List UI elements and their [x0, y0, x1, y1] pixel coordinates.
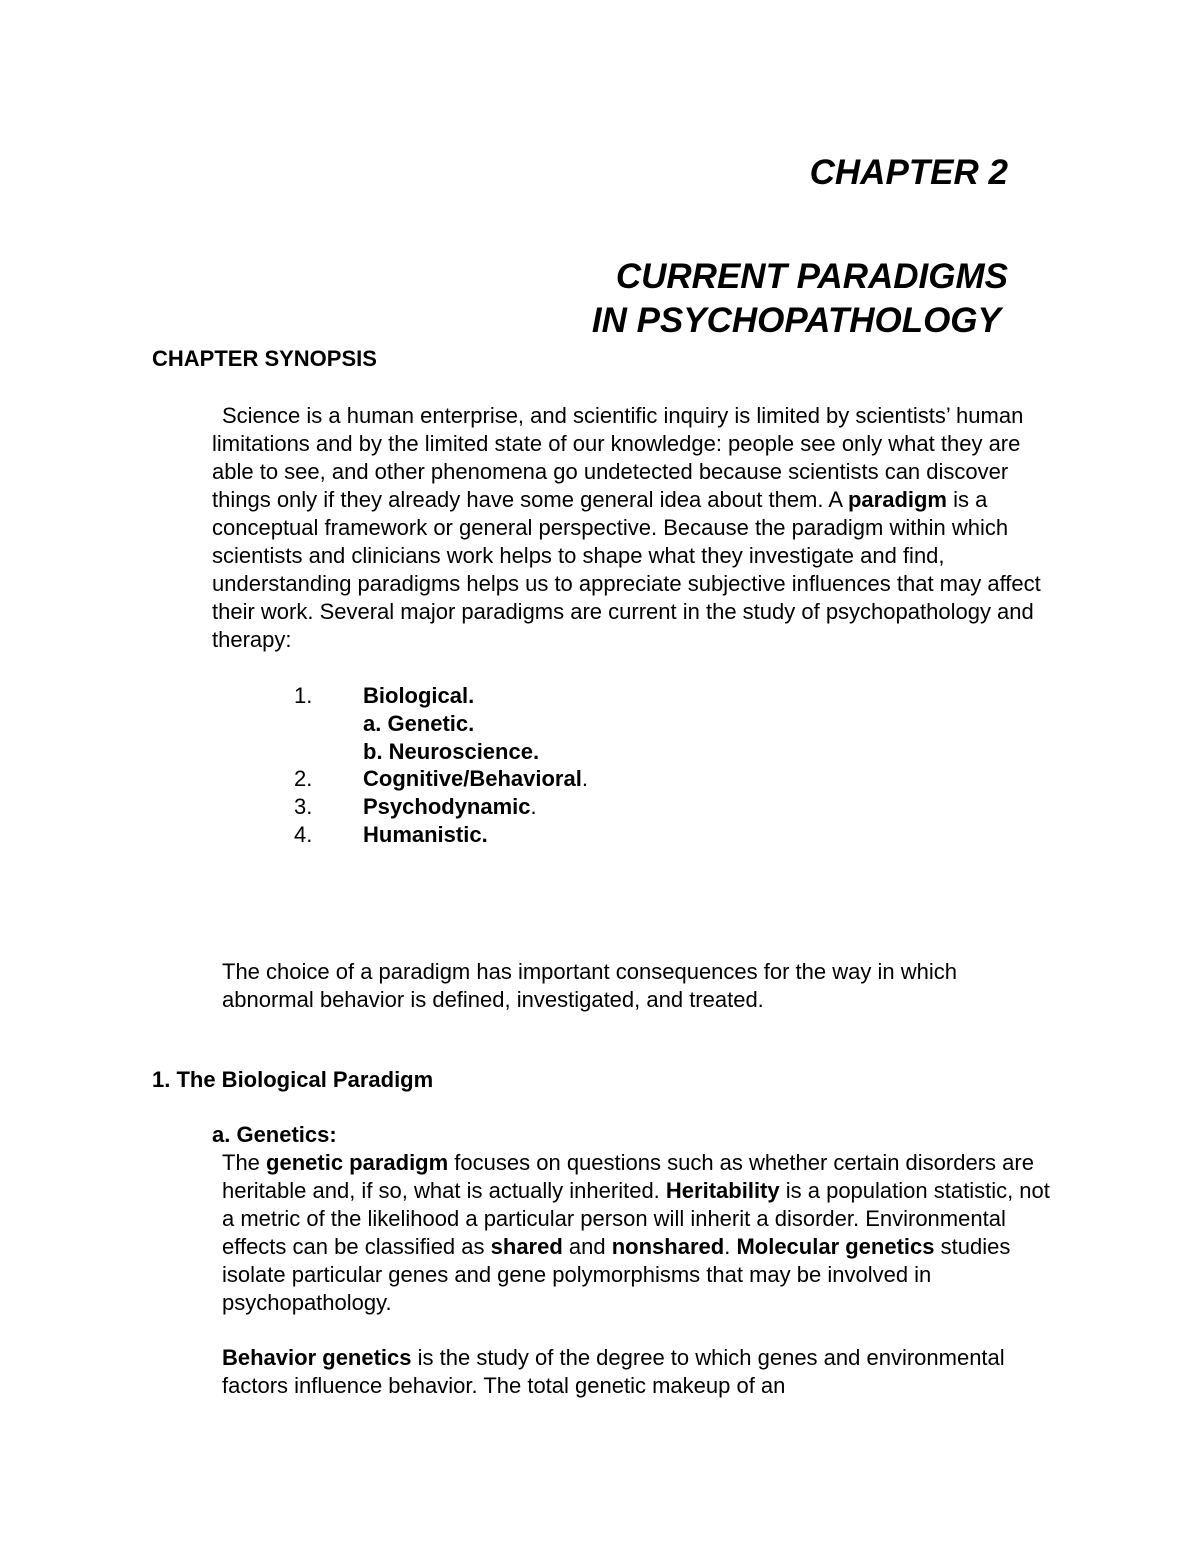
- synopsis-text-1: Science is a human enterprise, and scientific inquiry is limited by scientists’ human limitations and by the limited state of our knowledge: people see only what they are able to see, and other phenomena go undetected because scientists can discover things only if they already have some general idea about them. A: [212, 403, 1024, 512]
- list-item-number: 2.: [294, 766, 313, 792]
- paradigm-choice-paragraph: The choice of a paradigm has important consequences for the way in which abnormal behavior is defined, investigated, and treated.: [222, 959, 957, 1012]
- genetics-text: .: [724, 1234, 737, 1259]
- list-item-number: 1.: [294, 683, 313, 708]
- chapter-number: CHAPTER 2: [809, 153, 1008, 192]
- list-item-label-wrap: [363, 793, 537, 821]
- term-nonshared: nonshared: [611, 1234, 725, 1259]
- list-item-label: Biological.: [363, 683, 475, 708]
- list-item-label: a. Genetic.: [363, 710, 475, 736]
- term-shared: shared: [490, 1234, 563, 1259]
- list-item-label-wrap: [363, 765, 588, 793]
- chapter-title: [592, 255, 1008, 343]
- behavior-genetics-paragraph: [222, 1344, 1062, 1400]
- synopsis-heading: CHAPTER SYNOPSIS: [152, 346, 377, 371]
- list-item-label: Humanistic.: [363, 821, 488, 847]
- genetics-text: focuses on questions such as whether certain disorders are heritable and, if so, what is actually inherited.: [222, 1150, 1034, 1203]
- list-item-number: 3.: [294, 794, 313, 820]
- term-behavior-genetics: Behavior genetics: [222, 1345, 412, 1370]
- genetics-text: studies isolate particular genes and gene polymorphisms that may be involved in psychopathology.: [222, 1234, 1011, 1315]
- synopsis-text-2: is a conceptual framework or general perspective. Because the paradigm within which scientists and clinicians work helps to shape what they investigate and find, understanding paradigms helps us to appreciate subjective influences that may affect their work. Several major paradigms are current in the study of psychopathology and therapy:: [212, 487, 1041, 652]
- list-item-label: Psychodynamic: [363, 794, 531, 820]
- behavior-genetics-text: is the study of the degree to which genes and environmental factors influence behavior. The total genetic makeup of an: [222, 1345, 1005, 1398]
- synopsis-paragraph: [212, 402, 1062, 654]
- section-heading-biological: 1. The Biological Paradigm: [152, 1067, 434, 1092]
- genetics-text: is a population statistic, not a metric of the likelihood a particular person will inherit a disorder. Environmental effects can be classified as: [222, 1178, 1050, 1259]
- term-molecular-genetics: Molecular genetics: [736, 1234, 935, 1259]
- list-item-label: b. Neuroscience.: [363, 738, 540, 764]
- chapter-title-line-1: CURRENT PARADIGMS: [615, 257, 1008, 296]
- term-genetic-paradigm: genetic paradigm: [266, 1150, 449, 1175]
- term-paradigm: paradigm: [847, 487, 947, 512]
- list-item-suffix: .: [530, 794, 537, 820]
- genetics-text: and: [562, 1234, 612, 1259]
- list-item-suffix: .: [581, 766, 588, 792]
- list-item-label: Cognitive/Behavioral: [363, 766, 582, 792]
- term-heritability: Heritability: [665, 1178, 780, 1203]
- chapter-title-line-2: IN PSYCHOPATHOLOGY: [591, 301, 1001, 340]
- genetics-paragraph: [222, 1149, 1062, 1317]
- subsection-heading-genetics: a. Genetics:: [212, 1122, 337, 1147]
- list-item-number: 4.: [294, 821, 313, 847]
- genetics-text: The: [222, 1150, 267, 1175]
